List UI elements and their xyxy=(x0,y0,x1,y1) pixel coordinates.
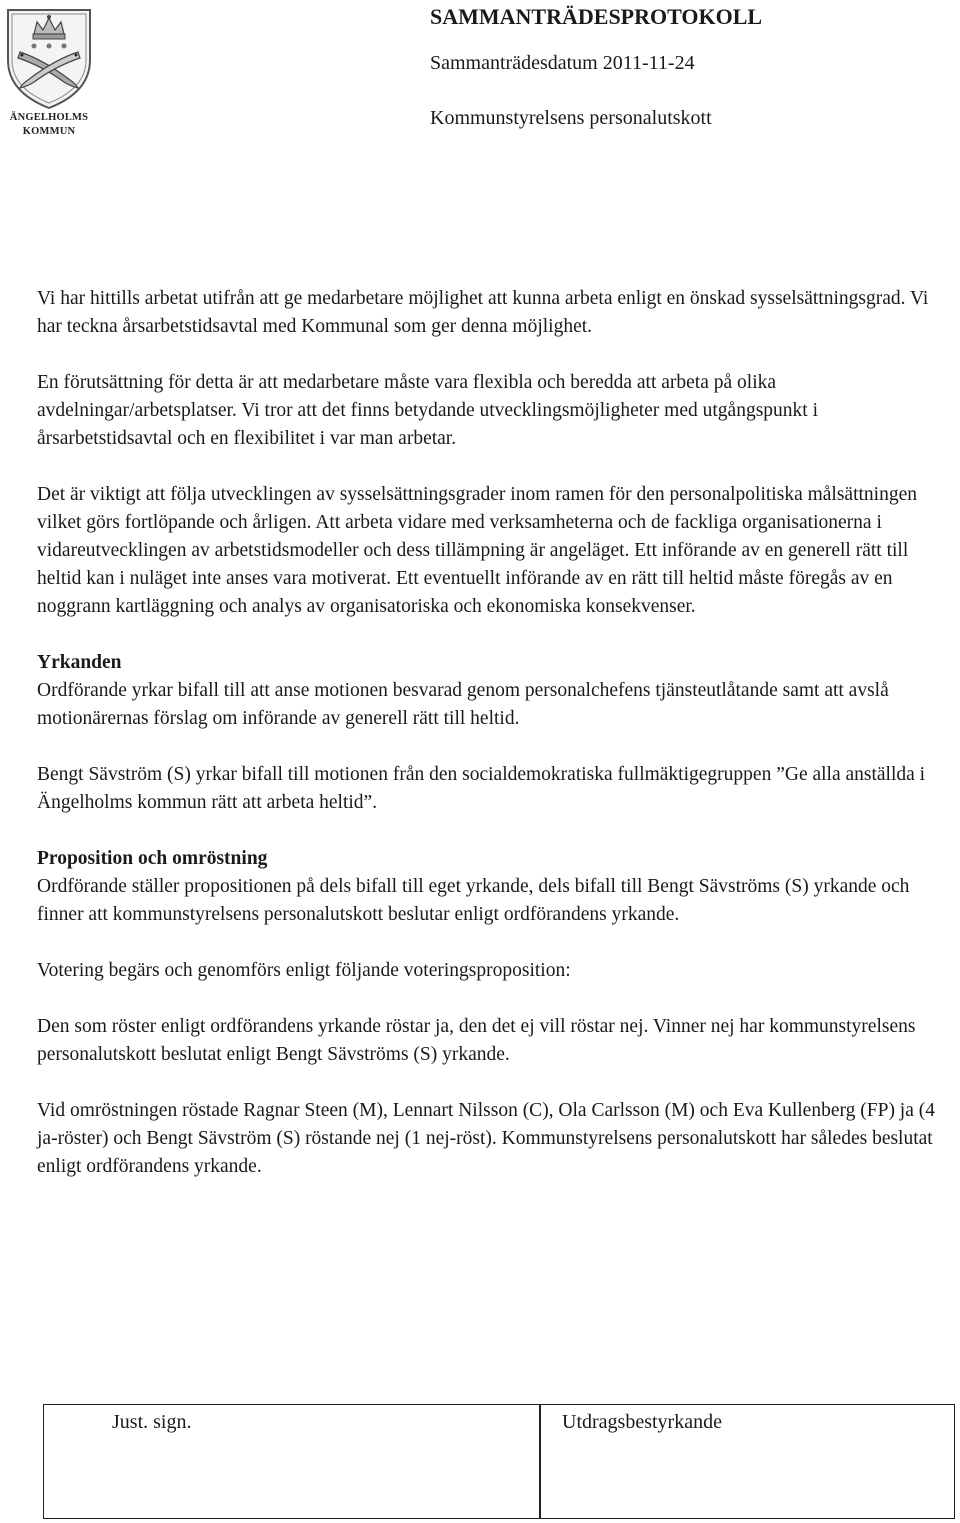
utdragsbestyrkande-label: Utdragsbestyrkande xyxy=(562,1411,722,1433)
paragraph-3: Det är viktigt att följa utvecklingen av sysselsättningsgrader inom ramen för den personalpolitiska målsättningen vilket görs fortlöpande och årligen. Att arbeta vidare med verksamheterna och de fackliga organisationerna i vidareutvecklingen av arbetstidsmodeller och dess tillämpning är angeläget. Ett införande av en generell rätt till heltid kan i nuläget inte anses vara motiverat. Ett eventuellt införande av en rätt till heltid måste föregås av en noggrann kartläggning och analys av organisatoriska och ekonomiska konsekvenser. xyxy=(37,484,917,617)
paragraph-7: Votering begärs och genomförs enligt följande voteringsproposition: xyxy=(37,960,571,981)
municipal-logo xyxy=(4,4,94,140)
just-sign-label: Just. sign. xyxy=(112,1411,192,1433)
paragraph-1: Vi har hittills arbetat utifrån att ge medarbetare möjlighet att kunna arbeta enligt en önskad sysselsättningsgrad. Vi har teckna årsarbetstidsavtal med Kommunal som ger denna möjlighet. xyxy=(37,288,929,337)
paragraph-6: Ordförande ställer propositionen på dels bifall till eget yrkande, dels bifall till Bengt Sävströms (S) yrkande och finner att kommunstyrelsens personalutskott beslutar enligt ordförandens yrkande. xyxy=(37,876,910,925)
paragraph-4: Ordförande yrkar bifall till att anse motionen besvarad genom personalchefens tjänsteutlåtande samt att avslå motionärernas förslag om införande av generell rätt till heltid. xyxy=(37,680,889,729)
paragraph-8: Den som röster enligt ordförandens yrkande röstar ja, den det ej vill röstar nej. Vinner nej har kommunstyrelsens personalutskott beslutat enligt Bengt Sävströms (S) yrkande. xyxy=(37,1016,916,1065)
meeting-date: Sammanträdesdatum 2011-11-24 xyxy=(430,52,695,74)
logo-line-2: KOMMUN xyxy=(22,126,76,137)
committee-name: Kommunstyrelsens personalutskott xyxy=(430,107,712,129)
section-proposition xyxy=(37,845,947,929)
paragraph-5: Bengt Sävström (S) yrkar bifall till motionen från den socialdemokratiska fullmäktigegruppen ”Ge alla anställda i Ängelholms kommun rätt att arbeta heltid”. xyxy=(37,764,926,813)
signature-divider xyxy=(539,1405,541,1518)
document-body xyxy=(37,285,947,1209)
section-yrkanden xyxy=(37,649,947,733)
paragraph-2: En förutsättning för detta är att medarbetare måste vara flexibla och beredda att arbeta på olika avdelningar/arbetsplatser. Vi tror att det finns betydande utvecklingsmöjligheter med utgångspunkt i årsarbetstidsavtal och en flexibilitet i var man arbetar. xyxy=(37,372,818,449)
logo-line-1: ÄNGELHOLMS xyxy=(9,112,89,123)
signature-box xyxy=(43,1404,955,1519)
document-title: SAMMANTRÄDESPROTOKOLL xyxy=(430,4,763,29)
heading-proposition: Proposition och omröstning xyxy=(37,848,268,869)
municipal-coat-of-arms-icon xyxy=(4,4,94,110)
paragraph-9: Vid omröstningen röstade Ragnar Steen (M), Lennart Nilsson (C), Ola Carlsson (M) och Eva Kullenberg (FP) ja (4 ja-röster) och Bengt Sävström (S) röstande nej (1 nej-röst). Kommunstyrelsens personalutskott har således beslutat enligt ordförandens yrkande. xyxy=(37,1100,935,1177)
heading-yrkanden: Yrkanden xyxy=(37,652,122,673)
